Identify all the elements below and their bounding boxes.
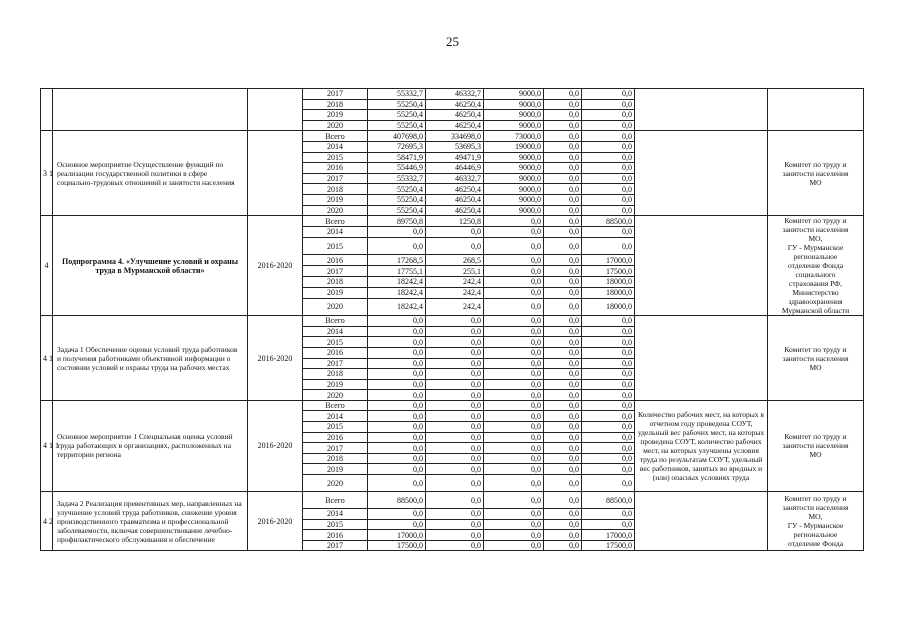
year-cell: 2020 bbox=[303, 475, 368, 492]
amount-cell: 0,0 bbox=[484, 509, 544, 520]
item-number-cell: 4 bbox=[41, 216, 53, 316]
year-cell: 2016 bbox=[303, 432, 368, 443]
amount-cell: 18000,0 bbox=[582, 298, 635, 316]
amount-cell: 0,0 bbox=[544, 453, 582, 464]
amount-cell: 55332,7 bbox=[368, 89, 426, 100]
year-cell: 2020 bbox=[303, 298, 368, 316]
amount-cell: 0,0 bbox=[484, 237, 544, 254]
amount-cell: 0,0 bbox=[426, 509, 484, 520]
year-cell: 2019 bbox=[303, 110, 368, 121]
amount-cell: 0,0 bbox=[544, 216, 582, 227]
amount-cell: 0,0 bbox=[582, 400, 635, 411]
amount-cell: 55250,4 bbox=[368, 120, 426, 131]
amount-cell: 46250,4 bbox=[426, 99, 484, 110]
amount-cell: 55446,9 bbox=[368, 163, 426, 174]
page-number: 25 bbox=[446, 34, 459, 49]
amount-cell: 0,0 bbox=[426, 226, 484, 237]
amount-cell: 17268,5 bbox=[368, 255, 426, 266]
amount-cell: 0,0 bbox=[544, 400, 582, 411]
amount-cell: 9000,0 bbox=[484, 173, 544, 184]
amount-cell: 0,0 bbox=[582, 152, 635, 163]
year-cell: Всего bbox=[303, 131, 368, 142]
amount-cell: 0,0 bbox=[426, 358, 484, 369]
amount-cell: 0,0 bbox=[426, 237, 484, 254]
amount-cell: 0,0 bbox=[544, 99, 582, 110]
amount-cell: 0,0 bbox=[544, 358, 582, 369]
year-cell: 2014 bbox=[303, 326, 368, 337]
amount-cell: 0,0 bbox=[484, 255, 544, 266]
amount-cell: 9000,0 bbox=[484, 152, 544, 163]
amount-cell: 55250,4 bbox=[368, 110, 426, 121]
amount-cell: 0,0 bbox=[426, 400, 484, 411]
amount-cell: 0,0 bbox=[368, 379, 426, 390]
amount-cell: 0,0 bbox=[544, 298, 582, 316]
amount-cell: 0,0 bbox=[484, 316, 544, 327]
amount-cell: 9000,0 bbox=[484, 99, 544, 110]
amount-cell: 17000,0 bbox=[368, 530, 426, 541]
year-cell: 2020 bbox=[303, 120, 368, 131]
amount-cell: 0,0 bbox=[544, 509, 582, 520]
amount-cell: 0,0 bbox=[426, 432, 484, 443]
program-funding-table bbox=[40, 88, 864, 551]
amount-cell: 0,0 bbox=[582, 369, 635, 380]
amount-cell: 0,0 bbox=[484, 519, 544, 530]
amount-cell: 46250,4 bbox=[426, 120, 484, 131]
amount-cell: 0,0 bbox=[426, 411, 484, 422]
year-cell: 2018 bbox=[303, 184, 368, 195]
amount-cell: 0,0 bbox=[484, 453, 544, 464]
amount-cell: 0,0 bbox=[484, 475, 544, 492]
period-cell: 2016-2020 bbox=[248, 316, 303, 401]
amount-cell: 0,0 bbox=[484, 530, 544, 541]
amount-cell: 0,0 bbox=[582, 316, 635, 327]
amount-cell: 0,0 bbox=[484, 226, 544, 237]
amount-cell: 0,0 bbox=[368, 509, 426, 520]
amount-cell: 0,0 bbox=[582, 194, 635, 205]
amount-cell: 0,0 bbox=[544, 237, 582, 254]
item-description-cell: Основное мероприятие Осуществление функций по реализации государственной политики в сфере социально-трудовых отношений и занятости населения bbox=[53, 131, 248, 216]
amount-cell: 0,0 bbox=[368, 519, 426, 530]
amount-cell: 0,0 bbox=[484, 540, 544, 551]
amount-cell: 0,0 bbox=[368, 226, 426, 237]
amount-cell: 0,0 bbox=[484, 266, 544, 277]
item-number-cell: 4 2 bbox=[41, 492, 53, 551]
year-cell: 2017 bbox=[303, 358, 368, 369]
amount-cell: 0,0 bbox=[582, 432, 635, 443]
amount-cell: 0,0 bbox=[426, 519, 484, 530]
amount-cell: 0,0 bbox=[426, 443, 484, 454]
amount-cell: 55250,4 bbox=[368, 194, 426, 205]
amount-cell: 0,0 bbox=[582, 99, 635, 110]
year-cell: 2018 bbox=[303, 276, 368, 287]
amount-cell: 0,0 bbox=[368, 411, 426, 422]
amount-cell: 9000,0 bbox=[484, 163, 544, 174]
executor-cell bbox=[768, 89, 864, 131]
amount-cell: 0,0 bbox=[426, 326, 484, 337]
indicator-cell bbox=[635, 216, 768, 316]
indicator-cell: Количество рабочих мест, на которых в отчетном году проведена СОУТ, удельный вес рабочих мест, на которых проведена СОУТ, количество рабочих мест, на которых улучшены условия труда по результатам СОУТ, удельный вес работников, занятых во вредных и (или) опасных условиях труда bbox=[635, 400, 768, 491]
amount-cell: 0,0 bbox=[544, 443, 582, 454]
amount-cell: 0,0 bbox=[484, 379, 544, 390]
amount-cell: 0,0 bbox=[582, 237, 635, 254]
amount-cell: 0,0 bbox=[484, 358, 544, 369]
amount-cell: 0,0 bbox=[582, 411, 635, 422]
year-cell: Всего bbox=[303, 492, 368, 509]
amount-cell: 18242,4 bbox=[368, 298, 426, 316]
amount-cell: 46250,4 bbox=[426, 184, 484, 195]
amount-cell: 0,0 bbox=[484, 347, 544, 358]
year-cell: 2015 bbox=[303, 422, 368, 433]
amount-cell: 0,0 bbox=[544, 163, 582, 174]
amount-cell: 242,4 bbox=[426, 287, 484, 298]
amount-cell: 0,0 bbox=[582, 184, 635, 195]
amount-cell: 0,0 bbox=[544, 432, 582, 443]
indicator-cell bbox=[635, 131, 768, 216]
amount-cell: 0,0 bbox=[582, 379, 635, 390]
amount-cell: 18242,4 bbox=[368, 287, 426, 298]
amount-cell: 0,0 bbox=[544, 347, 582, 358]
period-cell: 2016-2020 bbox=[248, 400, 303, 491]
amount-cell: 0,0 bbox=[544, 379, 582, 390]
table-row bbox=[41, 400, 864, 411]
amount-cell: 0,0 bbox=[582, 519, 635, 530]
year-cell: Всего bbox=[303, 216, 368, 227]
item-number-cell: 3 1 bbox=[41, 131, 53, 216]
amount-cell: 46446,9 bbox=[426, 163, 484, 174]
amount-cell: 0,0 bbox=[582, 475, 635, 492]
item-number-cell: 4 1 bbox=[41, 316, 53, 401]
amount-cell: 0,0 bbox=[582, 337, 635, 348]
amount-cell: 0,0 bbox=[484, 326, 544, 337]
amount-cell: 0,0 bbox=[544, 422, 582, 433]
year-cell: 2015 bbox=[303, 519, 368, 530]
amount-cell: 46250,4 bbox=[426, 110, 484, 121]
amount-cell: 242,4 bbox=[426, 276, 484, 287]
amount-cell: 0,0 bbox=[582, 173, 635, 184]
amount-cell: 0,0 bbox=[582, 205, 635, 216]
amount-cell: 0,0 bbox=[582, 110, 635, 121]
amount-cell: 0,0 bbox=[582, 226, 635, 237]
amount-cell: 242,4 bbox=[426, 298, 484, 316]
year-cell: 2019 bbox=[303, 464, 368, 475]
period-cell bbox=[248, 89, 303, 131]
amount-cell: 0,0 bbox=[582, 120, 635, 131]
amount-cell: 46250,4 bbox=[426, 194, 484, 205]
amount-cell: 0,0 bbox=[544, 152, 582, 163]
amount-cell: 0,0 bbox=[368, 237, 426, 254]
year-cell: 2017 bbox=[303, 443, 368, 454]
item-description-cell: Подпрограмма 4. «Улучшение условий и охраны труда в Мурманской области» bbox=[53, 216, 248, 316]
amount-cell: 0,0 bbox=[544, 120, 582, 131]
amount-cell: 0,0 bbox=[544, 411, 582, 422]
amount-cell: 0,0 bbox=[368, 475, 426, 492]
amount-cell: 46332,7 bbox=[426, 173, 484, 184]
amount-cell: 0,0 bbox=[484, 390, 544, 401]
year-cell: 2016 bbox=[303, 347, 368, 358]
year-cell: 2019 bbox=[303, 194, 368, 205]
amount-cell: 46250,4 bbox=[426, 205, 484, 216]
amount-cell: 0,0 bbox=[582, 89, 635, 100]
amount-cell: 334698,0 bbox=[426, 131, 484, 142]
amount-cell: 0,0 bbox=[426, 316, 484, 327]
table-row bbox=[41, 131, 864, 142]
item-description-cell bbox=[53, 89, 248, 131]
amount-cell: 0,0 bbox=[368, 453, 426, 464]
amount-cell: 0,0 bbox=[426, 379, 484, 390]
executor-cell: Комитет по труду и занятости населения МО bbox=[768, 131, 864, 216]
amount-cell: 0,0 bbox=[426, 369, 484, 380]
amount-cell: 0,0 bbox=[484, 432, 544, 443]
amount-cell: 58471,9 bbox=[368, 152, 426, 163]
amount-cell: 1250,8 bbox=[426, 216, 484, 227]
amount-cell: 0,0 bbox=[368, 326, 426, 337]
amount-cell: 0,0 bbox=[426, 492, 484, 509]
year-cell: 2014 bbox=[303, 141, 368, 152]
amount-cell: 0,0 bbox=[368, 432, 426, 443]
amount-cell: 89750,8 bbox=[368, 216, 426, 227]
amount-cell: 0,0 bbox=[368, 443, 426, 454]
amount-cell: 0,0 bbox=[544, 194, 582, 205]
amount-cell: 17500,0 bbox=[582, 540, 635, 551]
amount-cell: 88500,0 bbox=[368, 492, 426, 509]
year-cell: 2015 bbox=[303, 337, 368, 348]
amount-cell: 0,0 bbox=[368, 390, 426, 401]
amount-cell: 255,1 bbox=[426, 266, 484, 277]
amount-cell: 0,0 bbox=[484, 287, 544, 298]
amount-cell: 0,0 bbox=[544, 326, 582, 337]
amount-cell: 0,0 bbox=[544, 492, 582, 509]
amount-cell: 0,0 bbox=[426, 422, 484, 433]
amount-cell: 17500,0 bbox=[582, 266, 635, 277]
amount-cell: 0,0 bbox=[544, 390, 582, 401]
table-row bbox=[41, 89, 864, 100]
amount-cell: 0,0 bbox=[426, 540, 484, 551]
table-row bbox=[41, 216, 864, 227]
year-cell: 2016 bbox=[303, 530, 368, 541]
amount-cell: 0,0 bbox=[544, 287, 582, 298]
year-cell: 2019 bbox=[303, 379, 368, 390]
year-cell: 2017 bbox=[303, 540, 368, 551]
year-cell: 2017 bbox=[303, 89, 368, 100]
amount-cell: 9000,0 bbox=[484, 205, 544, 216]
year-cell: 2018 bbox=[303, 453, 368, 464]
amount-cell: 0,0 bbox=[426, 337, 484, 348]
amount-cell: 0,0 bbox=[582, 453, 635, 464]
table-row bbox=[41, 316, 864, 327]
amount-cell: 0,0 bbox=[582, 390, 635, 401]
amount-cell: 0,0 bbox=[484, 298, 544, 316]
amount-cell: 0,0 bbox=[582, 422, 635, 433]
amount-cell: 55250,4 bbox=[368, 205, 426, 216]
amount-cell: 0,0 bbox=[582, 131, 635, 142]
amount-cell: 0,0 bbox=[544, 540, 582, 551]
amount-cell: 0,0 bbox=[426, 530, 484, 541]
amount-cell: 0,0 bbox=[544, 464, 582, 475]
amount-cell: 55250,4 bbox=[368, 184, 426, 195]
amount-cell: 0,0 bbox=[484, 464, 544, 475]
amount-cell: 0,0 bbox=[484, 422, 544, 433]
amount-cell: 55250,4 bbox=[368, 99, 426, 110]
amount-cell: 49471,9 bbox=[426, 152, 484, 163]
amount-cell: 0,0 bbox=[544, 369, 582, 380]
amount-cell: 0,0 bbox=[544, 519, 582, 530]
table-row bbox=[41, 492, 864, 509]
amount-cell: 0,0 bbox=[484, 369, 544, 380]
amount-cell: 72695,3 bbox=[368, 141, 426, 152]
item-description-cell: Основное мероприятие 1 Специальная оценка условий труда работающих в организациях, расположенных на территории региона bbox=[53, 400, 248, 491]
amount-cell: 0,0 bbox=[544, 337, 582, 348]
amount-cell: 0,0 bbox=[368, 358, 426, 369]
executor-cell: Комитет по труду и занятости населения МО bbox=[768, 316, 864, 401]
year-cell: 2018 bbox=[303, 99, 368, 110]
amount-cell: 46332,7 bbox=[426, 89, 484, 100]
year-cell: Всего bbox=[303, 316, 368, 327]
amount-cell: 0,0 bbox=[484, 411, 544, 422]
amount-cell: 18242,4 bbox=[368, 276, 426, 287]
amount-cell: 0,0 bbox=[582, 326, 635, 337]
item-description-cell: Задача 2 Реализация превентивных мер, направленных на улучшение условий труда работников, снижение уровня производственного травматизма и профессиональной заболеваемости, включая совершенствование лечебно-профилактического обслуживания и обеспечение bbox=[53, 492, 248, 551]
amount-cell: 0,0 bbox=[544, 255, 582, 266]
executor-cell: Комитет по труду и занятости населения МО bbox=[768, 400, 864, 491]
amount-cell: 0,0 bbox=[426, 475, 484, 492]
amount-cell: 0,0 bbox=[426, 390, 484, 401]
amount-cell: 0,0 bbox=[544, 89, 582, 100]
amount-cell: 0,0 bbox=[368, 369, 426, 380]
amount-cell: 0,0 bbox=[582, 347, 635, 358]
amount-cell: 0,0 bbox=[582, 443, 635, 454]
amount-cell: 0,0 bbox=[544, 276, 582, 287]
amount-cell: 0,0 bbox=[484, 400, 544, 411]
amount-cell: 0,0 bbox=[544, 475, 582, 492]
amount-cell: 0,0 bbox=[368, 400, 426, 411]
year-cell: 2015 bbox=[303, 237, 368, 254]
amount-cell: 0,0 bbox=[368, 422, 426, 433]
amount-cell: 0,0 bbox=[426, 347, 484, 358]
indicator-cell bbox=[635, 492, 768, 551]
amount-cell: 9000,0 bbox=[484, 110, 544, 121]
amount-cell: 9000,0 bbox=[484, 184, 544, 195]
amount-cell: 0,0 bbox=[368, 347, 426, 358]
amount-cell: 0,0 bbox=[484, 337, 544, 348]
amount-cell: 0,0 bbox=[484, 216, 544, 227]
amount-cell: 0,0 bbox=[544, 141, 582, 152]
amount-cell: 0,0 bbox=[368, 316, 426, 327]
item-number-cell bbox=[41, 89, 53, 131]
amount-cell: 268,5 bbox=[426, 255, 484, 266]
amount-cell: 9000,0 bbox=[484, 194, 544, 205]
amount-cell: 0,0 bbox=[368, 337, 426, 348]
amount-cell: 73000,0 bbox=[484, 131, 544, 142]
item-description-cell: Задача 1 Обеспечение оценки условий труда работников и получения работниками объективной информации о состоянии условий и охраны труда на рабочих местах bbox=[53, 316, 248, 401]
executor-cell: Комитет по труду и занятости населения МО, ГУ - Мурманское региональное отделение Фонда bbox=[768, 492, 864, 551]
amount-cell: 0,0 bbox=[544, 184, 582, 195]
year-cell: 2016 bbox=[303, 255, 368, 266]
year-cell: 2020 bbox=[303, 390, 368, 401]
amount-cell: 0,0 bbox=[544, 530, 582, 541]
year-cell: 2015 bbox=[303, 152, 368, 163]
amount-cell: 17000,0 bbox=[582, 530, 635, 541]
amount-cell: 88500,0 bbox=[582, 216, 635, 227]
indicator-cell bbox=[635, 316, 768, 401]
amount-cell: 0,0 bbox=[582, 358, 635, 369]
amount-cell: 0,0 bbox=[544, 110, 582, 121]
amount-cell: 407698,0 bbox=[368, 131, 426, 142]
amount-cell: 0,0 bbox=[544, 205, 582, 216]
amount-cell: 18000,0 bbox=[582, 276, 635, 287]
year-cell: Всего bbox=[303, 400, 368, 411]
amount-cell: 0,0 bbox=[426, 464, 484, 475]
amount-cell: 0,0 bbox=[484, 492, 544, 509]
amount-cell: 0,0 bbox=[484, 276, 544, 287]
amount-cell: 0,0 bbox=[544, 131, 582, 142]
amount-cell: 0,0 bbox=[582, 464, 635, 475]
amount-cell: 0,0 bbox=[582, 141, 635, 152]
amount-cell: 0,0 bbox=[368, 464, 426, 475]
amount-cell: 55332,7 bbox=[368, 173, 426, 184]
amount-cell: 9000,0 bbox=[484, 89, 544, 100]
amount-cell: 17755,1 bbox=[368, 266, 426, 277]
amount-cell: 0,0 bbox=[582, 163, 635, 174]
amount-cell: 0,0 bbox=[484, 443, 544, 454]
amount-cell: 0,0 bbox=[544, 173, 582, 184]
year-cell: 2014 bbox=[303, 509, 368, 520]
amount-cell: 0,0 bbox=[582, 509, 635, 520]
amount-cell: 0,0 bbox=[544, 266, 582, 277]
year-cell: 2018 bbox=[303, 369, 368, 380]
amount-cell: 53695,3 bbox=[426, 141, 484, 152]
amount-cell: 0,0 bbox=[544, 316, 582, 327]
amount-cell: 9000,0 bbox=[484, 120, 544, 131]
amount-cell: 17000,0 bbox=[582, 255, 635, 266]
year-cell: 2020 bbox=[303, 205, 368, 216]
period-cell bbox=[248, 131, 303, 216]
item-number-cell: 4 1 1 bbox=[41, 400, 53, 491]
year-cell: 2019 bbox=[303, 287, 368, 298]
year-cell: 2016 bbox=[303, 163, 368, 174]
amount-cell: 17500,0 bbox=[368, 540, 426, 551]
amount-cell: 19000,0 bbox=[484, 141, 544, 152]
amount-cell: 88500,0 bbox=[582, 492, 635, 509]
indicator-cell bbox=[635, 89, 768, 131]
amount-cell: 0,0 bbox=[426, 453, 484, 464]
period-cell: 2016-2020 bbox=[248, 492, 303, 551]
year-cell: 2014 bbox=[303, 226, 368, 237]
executor-cell: Комитет по труду и занятости населения МО, ГУ - Мурманское региональное отделение Фонда социального страхования РФ, Министерство здравоохранения Мурманской области bbox=[768, 216, 864, 316]
year-cell: 2017 bbox=[303, 173, 368, 184]
amount-cell: 18000,0 bbox=[582, 287, 635, 298]
year-cell: 2017 bbox=[303, 266, 368, 277]
period-cell: 2016-2020 bbox=[248, 216, 303, 316]
year-cell: 2014 bbox=[303, 411, 368, 422]
amount-cell: 0,0 bbox=[544, 226, 582, 237]
